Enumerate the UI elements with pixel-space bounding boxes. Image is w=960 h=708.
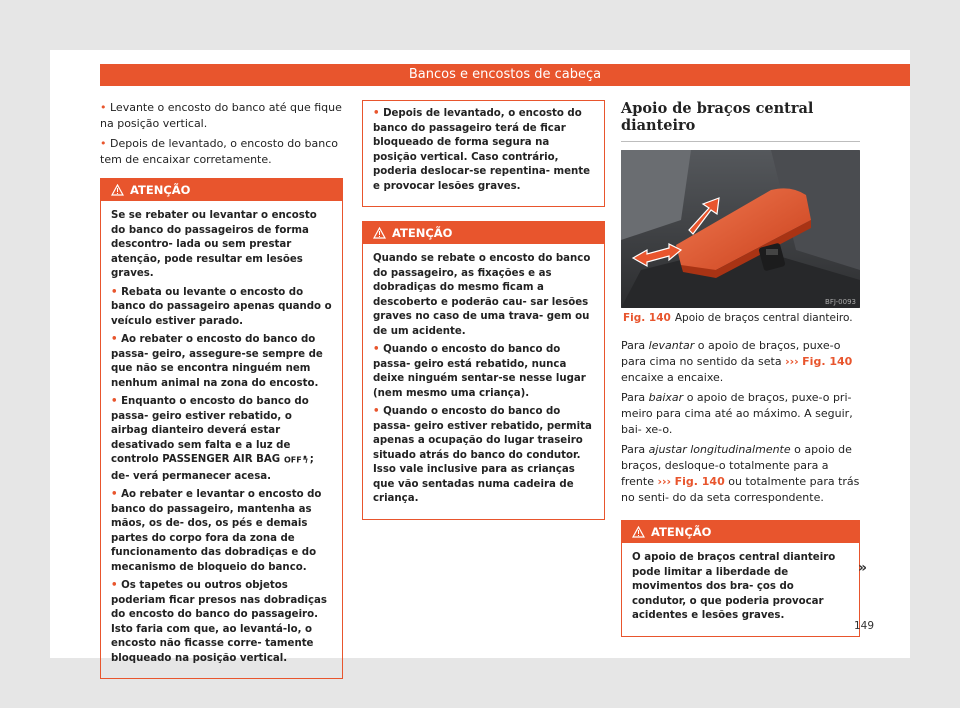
continue-mark: »	[858, 560, 868, 576]
warning-item: • Rebata ou levante o encosto do banco do passageiro apenas quando o veículo estiver parado.	[111, 286, 332, 327]
warning-item: • Enquanto o encosto do banco do passa- geiro estiver rebatido, o airbag dianteiro deverá estar desativado sem falta e a luz de controlo PASSENGER AIR BAG OFF ; de- verá permanecer acesa.	[111, 396, 314, 482]
bullet-icon: •	[100, 137, 107, 150]
figure-link[interactable]: Fig. 140	[802, 355, 853, 368]
section-title: Apoio de braços central dianteiro	[621, 100, 860, 142]
warning-header: ATENÇÃO	[363, 222, 604, 244]
warning-body: O apoio de braços central dianteiro pode limitar a liberdade de movimentos dos bra- ços do condutor, o que poderia provocar acidentes e lesões graves.	[632, 552, 836, 621]
warning-item: • Ao rebater o encosto do banco do passa- geiro, assegure-se sempre de que não se encontra ninguém nem nenhum animal na zona do encosto.	[111, 334, 323, 389]
svg-text:OFF: OFF	[283, 455, 302, 464]
warning-item: • Quando o encosto do banco do passa- geiro estiver rebatido, permita apenas a ocupação do lugar traseiro situado atrás do banco do condutor. Isso vale inclusive para as crianças que vão sentadas numa cadeira de criança.	[373, 406, 592, 504]
warning-body	[101, 201, 342, 678]
warning-box-continued	[362, 100, 605, 207]
warning-intro: Se se rebater ou levantar o encosto do banco do passageiros de forma descontro- lada ou sem prestar atenção, pode resultar em lesões graves.	[111, 210, 317, 279]
warning-triangle-icon	[111, 184, 124, 196]
paragraph: • Depois de levantado, o encosto do banco tem de encaixar corretamente.	[100, 137, 338, 166]
bullet-icon: •	[100, 101, 107, 114]
paragraph: Para levantar o apoio de braços, puxe-o para cima no sentido da seta ››› Fig. 140 encaixe a encaixe.	[621, 339, 853, 384]
page	[50, 50, 910, 664]
column-1	[100, 100, 343, 679]
warning-item: • Ao rebater e levantar o encosto do banco do passageiro, mantenha as mãos, os de- dos, os pés e demais partes do corpo fora da zona de funcionamento das dobradiças e do mecanismo de bloqueio do banco.	[111, 489, 322, 573]
paragraph: Para baixar o apoio de braços, puxe-o pri- meiro para cima até ao máximo. A seguir, bai- xe-o.	[621, 391, 853, 436]
column-2	[362, 100, 605, 520]
paragraph: Para ajustar longitudinalmente o apoio de braços, desloque-o totalmente para a frente ››› Fig. 140 ou totalmente para trás no senti- do da seta correspondente.	[621, 443, 860, 504]
warning-body	[363, 244, 604, 519]
warning-box	[100, 178, 343, 679]
figure-link[interactable]: Fig. 140	[674, 475, 725, 488]
warning-triangle-icon	[373, 227, 386, 239]
warning-header: ATENÇÃO	[101, 179, 342, 201]
figure-caption: Fig. 140 Apoio de braços central dianteiro.	[623, 312, 853, 324]
warning-item: • Os tapetes ou outros objetos poderiam ficar presos nas dobradiças do encosto do banco do passageiro. Isto faria com que, ao levantá-lo, o encosto não ficasse corre- tamente bloqueado na posição vertical.	[111, 580, 327, 664]
warning-intro: Quando se rebate o encosto do banco do passageiro, as fixações e as dobradiças do mesmo ficam a descoberto e poderão cau- sar lesões graves no caso de uma trava- gem ou de um acidente.	[373, 253, 591, 337]
warning-item: • Quando o encosto do banco do passa- geiro está rebatido, nunca deixe ninguém sentar-se nesse lugar (nem mesmo uma criança).	[373, 344, 586, 399]
warning-item: • Depois de levantado, o encosto do banco do passageiro terá de ficar bloqueado de forma segura na posição vertical. Caso contrário, poderia deslocar-se repentina- mente e provocar lesões graves.	[373, 108, 591, 192]
warning-header: ATENÇÃO	[622, 521, 859, 543]
warning-box	[362, 221, 605, 520]
column-3	[621, 100, 860, 637]
warning-triangle-icon	[632, 526, 645, 538]
airbag-off-icon	[284, 454, 310, 470]
page-number: 149	[853, 620, 874, 632]
image-code: BFJ-0093	[825, 298, 856, 306]
warning-box	[621, 520, 860, 637]
armrest-photo	[621, 150, 860, 308]
paragraph: • Levante o encosto do banco até que fique na posição vertical.	[100, 101, 342, 130]
page-header: Bancos e encostos de cabeça	[100, 64, 910, 86]
